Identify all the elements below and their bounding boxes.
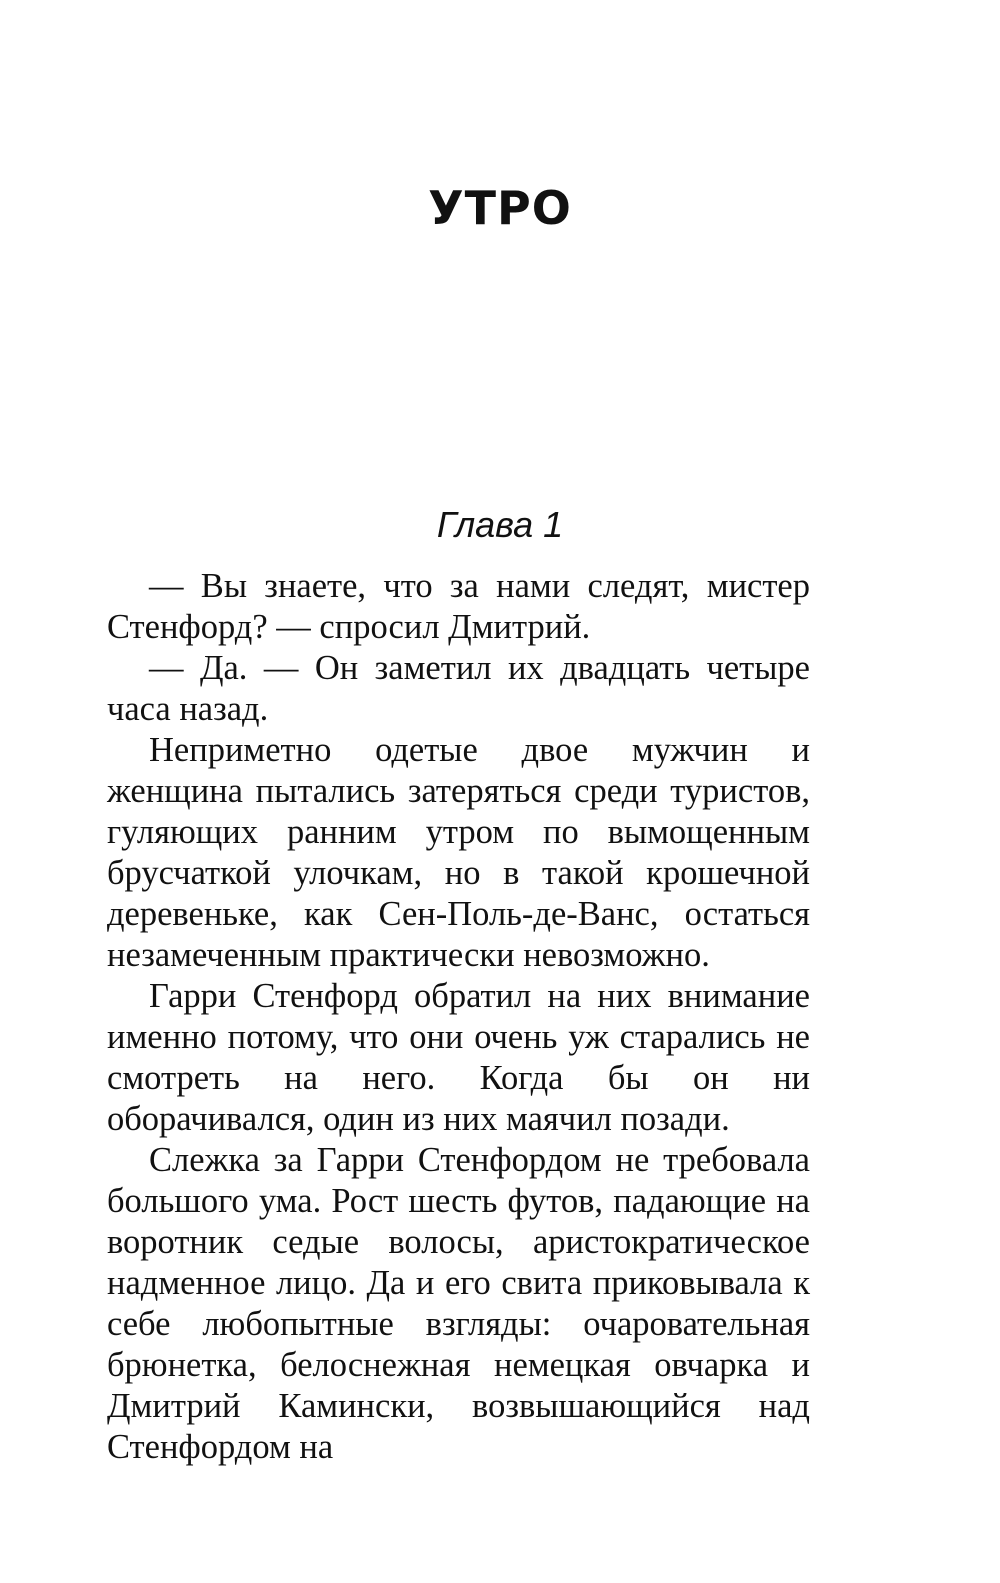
paragraph: Неприметно одетые двое мужчин и женщина пытались затеряться среди туристов, гуляющих ранним утром по вымощенным брусчаткой улочкам, но в такой крошечной деревеньке, как Сен-Поль-де-Ванс, остаться незамеченным практически невозможно.: [107, 731, 810, 974]
paragraph: — Вы знаете, что за нами следят, мистер Стенфорд? — спросил Дмитрий.: [107, 567, 810, 646]
part-title: УТРО: [428, 181, 572, 235]
chapter-body: [107, 566, 810, 1468]
chapter-title: Глава 1: [436, 504, 564, 545]
paragraph: Гарри Стенфорд обратил на них внимание именно потому, что они очень уж старались не смотреть на него. Когда бы он ни оборачивался, один из них маячил позади.: [107, 977, 810, 1138]
paragraph: — Да. — Он заметил их двадцать четыре часа назад.: [107, 649, 810, 728]
paragraph: Слежка за Гарри Стенфордом не требовала большого ума. Рост шесть футов, падающие на воротник седые волосы, аристократическое надменное лицо. Да и его свита приковывала к себе любопытные взгляды: очаровательная брюнетка, белоснежная немецкая овчарка и Дмитрий Камински, возвышающийся над Стенфордом на: [107, 1141, 810, 1466]
